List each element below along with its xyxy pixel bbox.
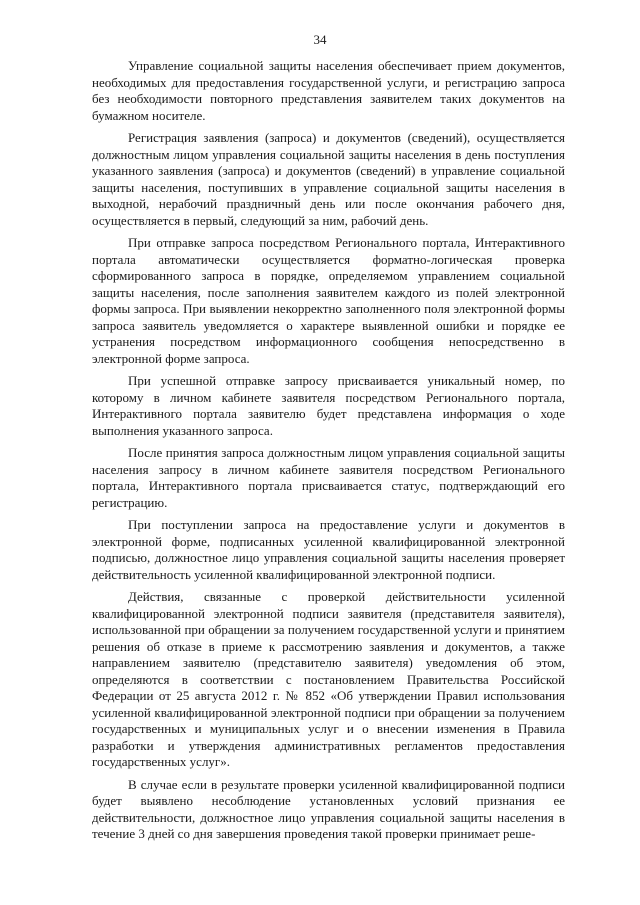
- paragraph-4: При успешной отправке запросу присваивается уникальный номер, по которому в личном кабинете заявителя посредством Регионального портала, Интерактивного портала заявителю будет представлена информация о ходе выполнения указанного запроса.: [92, 373, 565, 438]
- paragraph-1: Управление социальной защиты населения обеспечивает прием документов, необходимых для предоставления государственной услуги, и регистрацию запроса без необходимости повторного представления заявителем таких документов на бумажном носителе.: [92, 58, 565, 123]
- document-body: [92, 58, 565, 849]
- paragraph-6: При поступлении запроса на предоставление услуги и документов в электронной форме, подписанных усиленной квалифицированной электронной подписью, должностное лицо управления социальной защиты населения проверяет действительность усиленной квалифицированной электронной подписи.: [92, 517, 565, 582]
- paragraph-3: При отправке запроса посредством Регионального портала, Интерактивного портала автоматически осуществляется форматно-логическая проверка сформированного запроса в порядке, определяемом управлением социальной защиты населения, после заполнения заявителем каждого из полей электронной формы запроса. При выявлении некорректно заполненного поля электронной формы запроса заявитель уведомляется о характере выявленной ошибки и порядке ее устранения посредством информационного сообщения непосредственно в электронной форме запроса.: [92, 235, 565, 366]
- paragraph-7: Действия, связанные с проверкой действительности усиленной квалифицированной электронной подписи заявителя (представителя заявителя), использованной при обращении за получением государственной услуги и принятием решения об отказе в приеме к рассмотрению заявления и документов, а также направлением заявителю (представителю заявителя) уведомления об этом, определяются в соответствии с постановлением Правительства Российской Федерации от 25 августа 2012 г. № 852 «Об утверждении Правил использования усиленной квалифицированной электронной подписи при обращении за получением государственных и муниципальных услуг и о внесении изменения в Правила разработки и утверждения административных регламентов предоставления государственных услуг».: [92, 589, 565, 769]
- paragraph-5: После принятия запроса должностным лицом управления социальной защиты населения запросу в личном кабинете заявителя посредством Регионального портала, Интерактивного портала присваивается статус, подтверждающий его регистрацию.: [92, 445, 565, 510]
- paragraph-2: Регистрация заявления (запроса) и документов (сведений), осуществляется должностным лицом управления социальной защиты населения в день поступления указанного заявления (запроса) и документов (сведений) в управление социальной защиты населения, поступивших в управление социальной защиты населения в выходной, нерабочий праздничный день или после окончания рабочего дня, осуществляется в первый, следующий за ним, рабочий день.: [92, 130, 565, 228]
- paragraph-8: В случае если в результате проверки усиленной квалифицированной подписи будет выявлено несоблюдение установленных условий признания ее действительности, должностное лицо управления социальной защиты населения в течение 3 дней со дня завершения проведения такой проверки принимает реше-: [92, 776, 565, 841]
- page-number: 34: [313, 32, 327, 47]
